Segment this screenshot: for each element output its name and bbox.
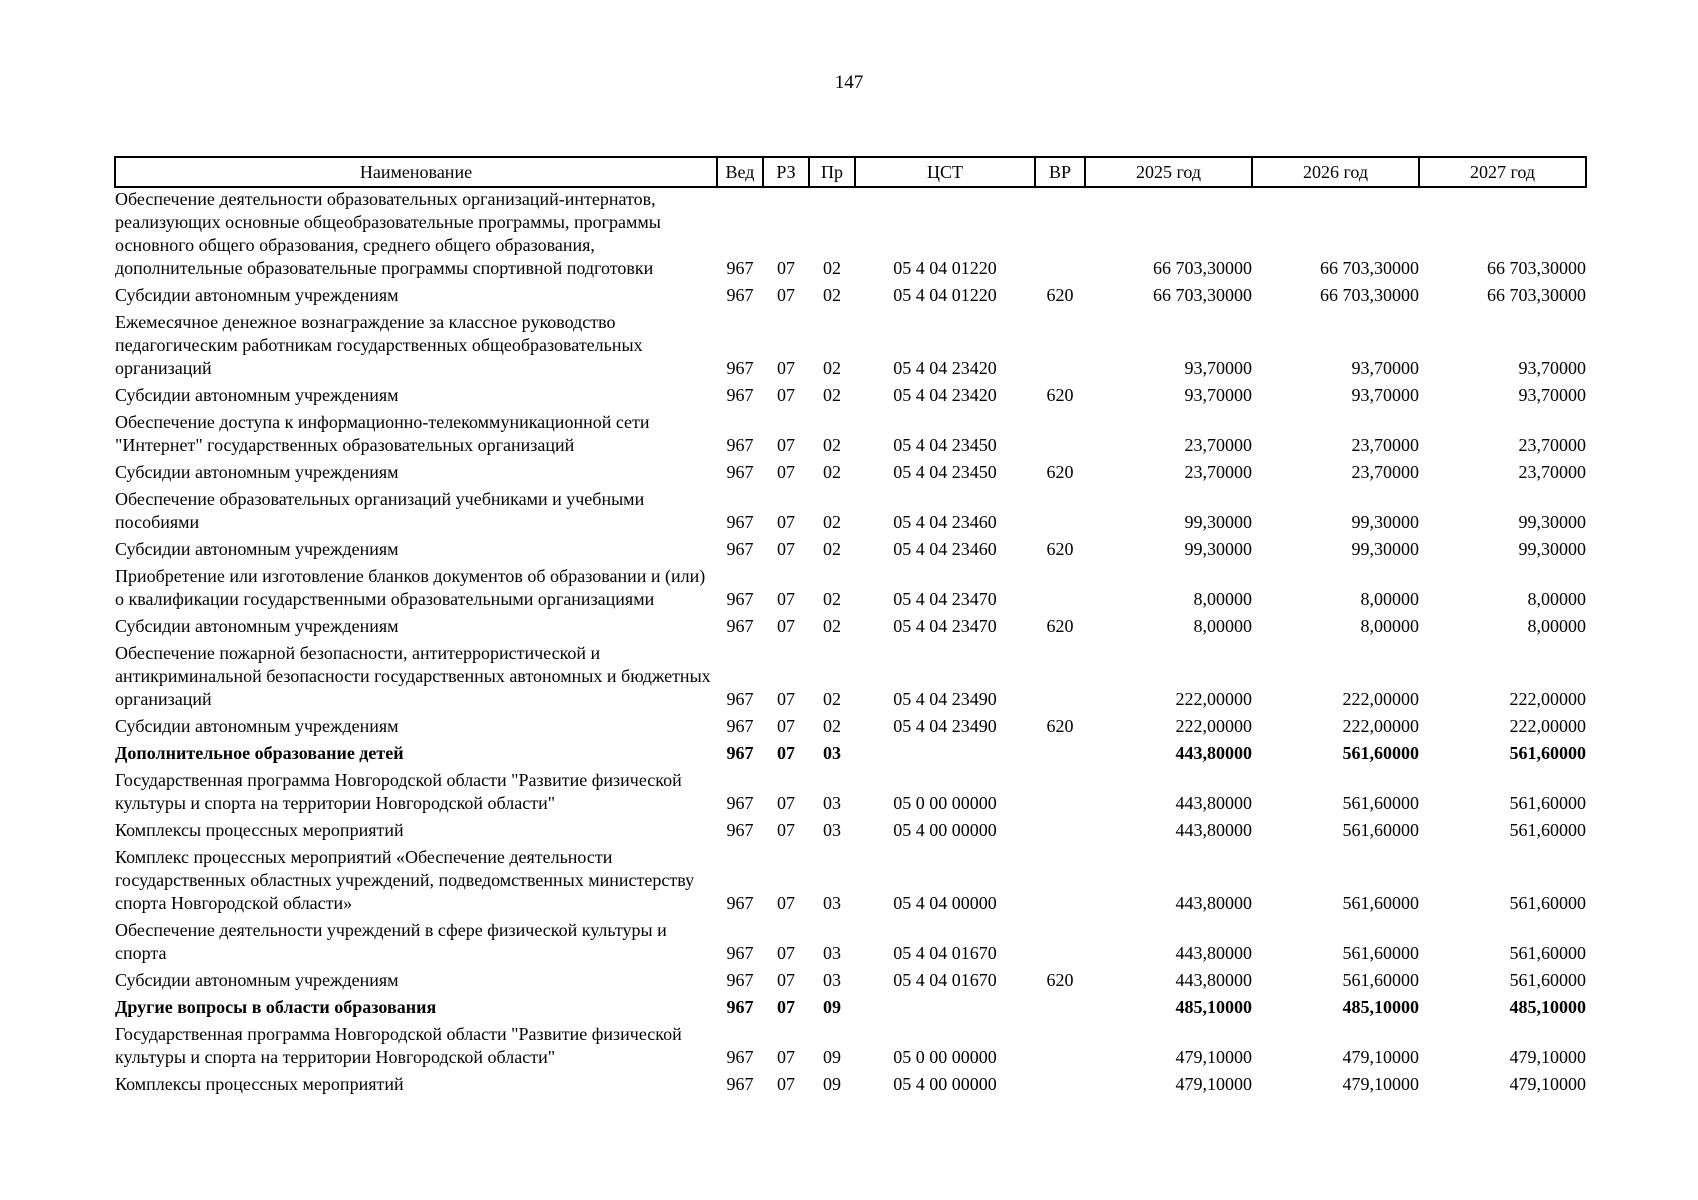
cell-ved: 967 <box>726 358 754 378</box>
cell-2025: 66 703,30000 <box>1153 258 1252 278</box>
cell-cst: 05 4 00 00000 <box>893 820 997 840</box>
cell-2025: 443,80000 <box>1175 943 1252 963</box>
table-body <box>115 187 1586 1100</box>
cell-pr: 09 <box>823 1047 841 1067</box>
table-row <box>115 411 1586 461</box>
cell-name: Субсидии автономным учреждениям <box>115 970 399 990</box>
cell-2026: 485,10000 <box>1342 997 1419 1017</box>
cell-cst: 05 4 04 23460 <box>893 512 997 532</box>
cell-ved: 967 <box>726 820 754 840</box>
cell-2026: 561,60000 <box>1342 820 1419 840</box>
cell-vr <box>1035 919 1085 969</box>
header-ved: Вед <box>717 157 763 187</box>
cell-2025: 479,10000 <box>1175 1047 1252 1067</box>
header-2027: 2027 год <box>1419 157 1586 187</box>
cell-vr <box>1035 742 1085 769</box>
cell-vr: 620 <box>1046 385 1074 405</box>
cell-name: Обеспечение деятельности образовательных организаций-интернатов, реализующих основные общеобразовательные программы, программы основного общего образования, среднего общего образования, дополнительные образовательные программы спортивной подготовки <box>115 189 661 278</box>
cell-2025: 66 703,30000 <box>1153 285 1252 305</box>
cell-2025: 93,70000 <box>1184 385 1252 405</box>
cell-vr <box>1035 187 1085 284</box>
cell-cst: 05 4 04 00000 <box>893 893 997 913</box>
cell-2025: 479,10000 <box>1175 1074 1252 1094</box>
cell-name: Комплекс процессных мероприятий «Обеспечение деятельности государственных областных учреждений, подведомственных министерству спорта Новгородской области» <box>115 847 695 913</box>
table-row <box>115 742 1586 769</box>
cell-2026: 99,30000 <box>1351 539 1419 559</box>
cell-2027: 222,00000 <box>1509 716 1586 736</box>
cell-ved: 967 <box>726 258 754 278</box>
cell-ved: 967 <box>726 793 754 813</box>
cell-2026: 8,00000 <box>1360 589 1419 609</box>
cell-ved: 967 <box>726 512 754 532</box>
cell-cst: 05 4 04 23450 <box>893 462 997 482</box>
header-pr: Пр <box>809 157 855 187</box>
cell-ved: 967 <box>726 716 754 736</box>
cell-ved: 967 <box>726 539 754 559</box>
cell-name: Ежемесячное денежное вознаграждение за классное руководство педагогическим работникам государственных общеобразовательных организаций <box>115 312 643 378</box>
cell-ved: 967 <box>726 285 754 305</box>
cell-name: Субсидии автономным учреждениям <box>115 539 399 559</box>
cell-rz: 07 <box>777 589 795 609</box>
header-2026: 2026 год <box>1252 157 1419 187</box>
cell-ved: 967 <box>726 997 754 1017</box>
cell-2026: 479,10000 <box>1342 1074 1419 1094</box>
cell-cst <box>855 996 1035 1023</box>
cell-vr <box>1035 769 1085 819</box>
cell-cst: 05 4 04 23470 <box>893 616 997 636</box>
cell-2026: 561,60000 <box>1342 970 1419 990</box>
cell-2025: 222,00000 <box>1175 716 1252 736</box>
cell-pr: 02 <box>823 716 841 736</box>
cell-rz: 07 <box>777 997 795 1017</box>
cell-rz: 07 <box>777 258 795 278</box>
cell-2026: 222,00000 <box>1342 716 1419 736</box>
cell-pr: 03 <box>823 943 841 963</box>
cell-vr <box>1035 1023 1085 1073</box>
table-header <box>115 157 1586 187</box>
cell-2026: 561,60000 <box>1342 893 1419 913</box>
cell-2025: 8,00000 <box>1193 589 1252 609</box>
cell-rz: 07 <box>777 893 795 913</box>
table-row <box>115 769 1586 819</box>
cell-pr: 02 <box>823 589 841 609</box>
cell-vr: 620 <box>1046 462 1074 482</box>
cell-rz: 07 <box>777 616 795 636</box>
cell-pr: 02 <box>823 539 841 559</box>
header-rz: РЗ <box>763 157 809 187</box>
cell-name: Приобретение или изготовление бланков документов об образовании и (или) о квалификации государственными образовательными организациями <box>115 566 706 609</box>
cell-cst: 05 4 04 23450 <box>893 435 997 455</box>
cell-2026: 479,10000 <box>1342 1047 1419 1067</box>
cell-pr: 09 <box>823 997 841 1017</box>
cell-cst: 05 4 04 23420 <box>893 358 997 378</box>
cell-name: Обеспечение образовательных организаций учебниками и учебными пособиями <box>115 489 645 532</box>
cell-vr <box>1035 642 1085 715</box>
cell-ved: 967 <box>726 689 754 709</box>
table-row <box>115 969 1586 996</box>
cell-rz: 07 <box>777 435 795 455</box>
cell-2025: 23,70000 <box>1184 462 1252 482</box>
cell-pr: 03 <box>823 970 841 990</box>
cell-pr: 09 <box>823 1074 841 1094</box>
cell-ved: 967 <box>726 435 754 455</box>
cell-cst: 05 4 04 23460 <box>893 539 997 559</box>
cell-vr <box>1035 311 1085 384</box>
cell-vr: 620 <box>1046 716 1074 736</box>
header-name: Наименование <box>115 157 717 187</box>
cell-rz: 07 <box>777 743 795 763</box>
table-row <box>115 565 1586 615</box>
cell-vr: 620 <box>1046 616 1074 636</box>
cell-name: Комплексы процессных мероприятий <box>115 1074 404 1094</box>
header-vr: ВР <box>1035 157 1085 187</box>
cell-2026: 93,70000 <box>1351 385 1419 405</box>
header-2025: 2025 год <box>1085 157 1252 187</box>
cell-ved: 967 <box>726 462 754 482</box>
cell-2027: 485,10000 <box>1509 997 1586 1017</box>
cell-vr <box>1035 819 1085 846</box>
cell-2027: 8,00000 <box>1527 616 1586 636</box>
cell-2026: 222,00000 <box>1342 689 1419 709</box>
cell-cst <box>855 742 1035 769</box>
cell-2025: 485,10000 <box>1175 997 1252 1017</box>
cell-name: Субсидии автономным учреждениям <box>115 462 399 482</box>
cell-2027: 222,00000 <box>1509 689 1586 709</box>
cell-2026: 561,60000 <box>1342 943 1419 963</box>
cell-vr <box>1035 996 1085 1023</box>
cell-name: Государственная программа Новгородской области "Развитие физической культуры и спорта на территории Новгородской области" <box>115 1024 682 1067</box>
cell-2026: 99,30000 <box>1351 512 1419 532</box>
cell-2025: 99,30000 <box>1184 512 1252 532</box>
table-row <box>115 615 1586 642</box>
cell-2027: 8,00000 <box>1527 589 1586 609</box>
cell-2027: 99,30000 <box>1518 512 1586 532</box>
cell-pr: 03 <box>823 793 841 813</box>
cell-rz: 07 <box>777 793 795 813</box>
cell-vr <box>1035 1073 1085 1100</box>
cell-2025: 443,80000 <box>1175 793 1252 813</box>
cell-2026: 561,60000 <box>1342 793 1419 813</box>
cell-vr <box>1035 488 1085 538</box>
cell-name: Субсидии автономным учреждениям <box>115 385 399 405</box>
table-row <box>115 311 1586 384</box>
cell-cst: 05 4 04 01220 <box>893 285 997 305</box>
cell-ved: 967 <box>726 616 754 636</box>
cell-2027: 66 703,30000 <box>1487 285 1586 305</box>
cell-pr: 02 <box>823 616 841 636</box>
cell-name: Другие вопросы в области образования <box>115 997 437 1017</box>
cell-ved: 967 <box>726 385 754 405</box>
cell-cst: 05 4 04 23490 <box>893 716 997 736</box>
cell-pr: 02 <box>823 285 841 305</box>
cell-ved: 967 <box>726 589 754 609</box>
cell-pr: 02 <box>823 462 841 482</box>
cell-pr: 02 <box>823 358 841 378</box>
cell-2027: 23,70000 <box>1518 435 1586 455</box>
cell-2027: 561,60000 <box>1509 943 1586 963</box>
cell-2026: 23,70000 <box>1351 462 1419 482</box>
cell-2025: 99,30000 <box>1184 539 1252 559</box>
table-row <box>115 284 1586 311</box>
cell-rz: 07 <box>777 539 795 559</box>
cell-name: Субсидии автономным учреждениям <box>115 616 399 636</box>
cell-2026: 93,70000 <box>1351 358 1419 378</box>
cell-pr: 03 <box>823 820 841 840</box>
cell-ved: 967 <box>726 943 754 963</box>
table-row <box>115 187 1586 284</box>
cell-name: Обеспечение доступа к информационно-телекоммуникационной сети "Интернет" государственных образовательных организаций <box>115 412 650 455</box>
cell-cst: 05 4 04 01670 <box>893 970 997 990</box>
cell-2027: 23,70000 <box>1518 462 1586 482</box>
cell-cst: 05 4 04 23490 <box>893 689 997 709</box>
cell-2027: 561,60000 <box>1509 893 1586 913</box>
table-row <box>115 996 1586 1023</box>
cell-pr: 02 <box>823 258 841 278</box>
cell-rz: 07 <box>777 943 795 963</box>
cell-rz: 07 <box>777 285 795 305</box>
cell-cst: 05 0 00 00000 <box>893 1047 997 1067</box>
cell-name: Комплексы процессных мероприятий <box>115 820 404 840</box>
cell-rz: 07 <box>777 1074 795 1094</box>
cell-2026: 8,00000 <box>1360 616 1419 636</box>
cell-cst: 05 4 04 01670 <box>893 943 997 963</box>
cell-cst: 05 0 00 00000 <box>893 793 997 813</box>
cell-cst: 05 4 04 01220 <box>893 258 997 278</box>
table-row <box>115 642 1586 715</box>
cell-rz: 07 <box>777 1047 795 1067</box>
cell-2027: 561,60000 <box>1509 820 1586 840</box>
cell-pr: 02 <box>823 689 841 709</box>
table-row <box>115 538 1586 565</box>
cell-cst: 05 4 04 23420 <box>893 385 997 405</box>
cell-pr: 03 <box>823 743 841 763</box>
cell-rz: 07 <box>777 358 795 378</box>
budget-table <box>114 156 1587 1100</box>
cell-vr: 620 <box>1046 285 1074 305</box>
cell-2025: 443,80000 <box>1175 820 1252 840</box>
cell-ved: 967 <box>726 743 754 763</box>
cell-2027: 479,10000 <box>1509 1047 1586 1067</box>
cell-cst: 05 4 00 00000 <box>893 1074 997 1094</box>
cell-name: Обеспечение пожарной безопасности, антитеррористической и антикриминальной безопасности государственных автономных и бюджетных организаций <box>115 643 711 709</box>
page-number: 147 <box>834 72 864 93</box>
cell-pr: 02 <box>823 512 841 532</box>
table-row <box>115 715 1586 742</box>
cell-cst: 05 4 04 23470 <box>893 589 997 609</box>
cell-rz: 07 <box>777 385 795 405</box>
cell-2027: 93,70000 <box>1518 358 1586 378</box>
table-row <box>115 846 1586 919</box>
cell-ved: 967 <box>726 1047 754 1067</box>
cell-2026: 23,70000 <box>1351 435 1419 455</box>
cell-rz: 07 <box>777 970 795 990</box>
cell-ved: 967 <box>726 1074 754 1094</box>
header-cst: ЦСТ <box>855 157 1035 187</box>
cell-2026: 561,60000 <box>1342 743 1419 763</box>
cell-vr <box>1035 846 1085 919</box>
table-row <box>115 461 1586 488</box>
cell-pr: 02 <box>823 435 841 455</box>
cell-rz: 07 <box>777 462 795 482</box>
cell-2027: 561,60000 <box>1509 743 1586 763</box>
cell-2027: 93,70000 <box>1518 385 1586 405</box>
cell-name: Обеспечение деятельности учреждений в сфере физической культуры и спорта <box>115 920 667 963</box>
cell-2026: 66 703,30000 <box>1320 258 1419 278</box>
cell-rz: 07 <box>777 716 795 736</box>
cell-ved: 967 <box>726 970 754 990</box>
cell-pr: 03 <box>823 893 841 913</box>
cell-2025: 443,80000 <box>1175 743 1252 763</box>
cell-vr <box>1035 565 1085 615</box>
table-row <box>115 488 1586 538</box>
cell-2025: 93,70000 <box>1184 358 1252 378</box>
cell-vr <box>1035 411 1085 461</box>
cell-pr: 02 <box>823 385 841 405</box>
cell-rz: 07 <box>777 820 795 840</box>
table-row <box>115 1023 1586 1073</box>
cell-2027: 561,60000 <box>1509 793 1586 813</box>
cell-2027: 66 703,30000 <box>1487 258 1586 278</box>
cell-2025: 443,80000 <box>1175 970 1252 990</box>
cell-name: Дополнительное образование детей <box>115 743 404 763</box>
cell-2025: 23,70000 <box>1184 435 1252 455</box>
table-row <box>115 819 1586 846</box>
cell-name: Государственная программа Новгородской области "Развитие физической культуры и спорта на территории Новгородской области" <box>115 770 682 813</box>
cell-2025: 8,00000 <box>1193 616 1252 636</box>
cell-2027: 479,10000 <box>1509 1074 1586 1094</box>
cell-vr: 620 <box>1046 539 1074 559</box>
cell-2025: 222,00000 <box>1175 689 1252 709</box>
cell-2027: 561,60000 <box>1509 970 1586 990</box>
cell-2026: 66 703,30000 <box>1320 285 1419 305</box>
cell-vr: 620 <box>1046 970 1074 990</box>
table-row <box>115 919 1586 969</box>
cell-rz: 07 <box>777 689 795 709</box>
cell-name: Субсидии автономным учреждениям <box>115 285 399 305</box>
cell-rz: 07 <box>777 512 795 532</box>
cell-2027: 99,30000 <box>1518 539 1586 559</box>
cell-name: Субсидии автономным учреждениям <box>115 716 399 736</box>
cell-2025: 443,80000 <box>1175 893 1252 913</box>
table-row <box>115 384 1586 411</box>
header-row <box>115 157 1586 187</box>
table-row <box>115 1073 1586 1100</box>
cell-ved: 967 <box>726 893 754 913</box>
